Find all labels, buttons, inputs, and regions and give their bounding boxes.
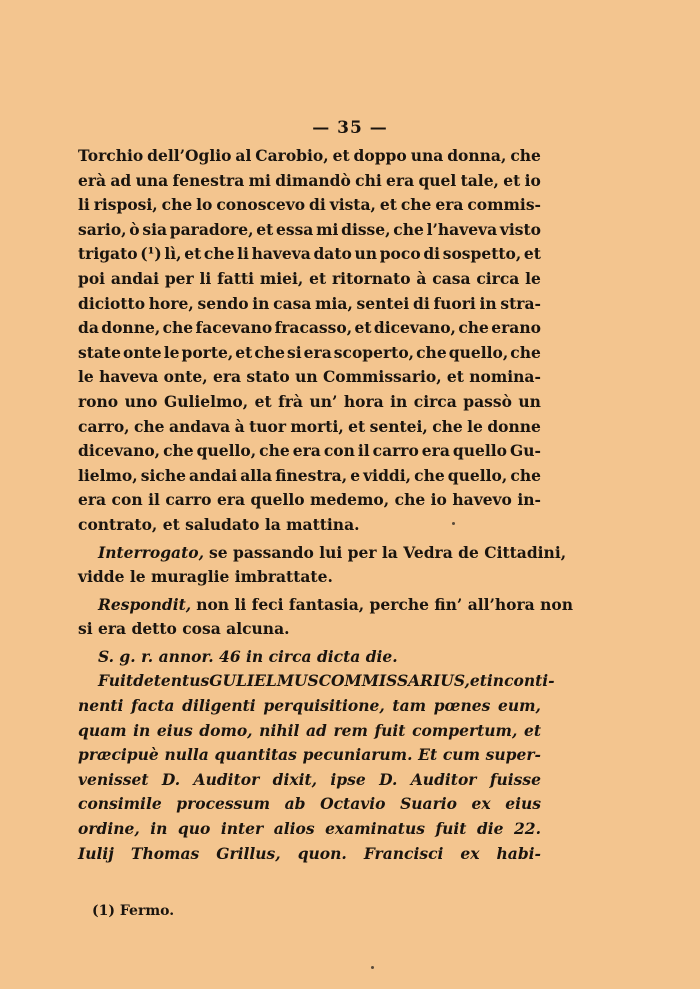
latin-line: venisset D. Auditor dixit, ipse D. Auditor fuisse	[78, 769, 541, 789]
interrogato-text-1: se passando lui per la Vedra de Cittadini,	[209, 542, 567, 562]
interrogato-text-2: vidde le muraglie imbrattate.	[78, 567, 333, 587]
latin-line: Fuit detentus GULIELMUS COMMISSARIUS, et inconti-	[98, 671, 555, 691]
paragraph-testimony	[78, 144, 541, 538]
respondit-label: Respondit,	[98, 594, 192, 614]
text-line: carro, che andava à tuor morti, et sentei, che le donne	[78, 416, 541, 436]
text-line: trigato (¹) lì, et che li haveva dato un poco di sospetto, et	[78, 244, 541, 264]
text-line: diciotto hore, sendo in casa mia, sentei di fuori in stra-	[78, 293, 541, 313]
page-number: — 35 —	[312, 118, 388, 138]
respondit-text-1: non li feci fantasia, perche fin’ all’hora non	[196, 594, 574, 614]
latin-line: consimile processum ab Octavio Suario ex eius	[78, 794, 541, 814]
text-line: li risposi, che lo conoscevo di vista, et che era commis-	[78, 195, 541, 215]
respondit-line-1	[78, 593, 574, 618]
latin-line: nenti facta diligenti perquisitione, tam pœnes eum,	[78, 696, 541, 716]
text-line: sario, ò sia paradore, et essa mi disse, che l’haveva visto	[78, 219, 541, 239]
paragraph-latin	[78, 669, 555, 866]
text-line: Torchio dell’Oglio al Carobio, et doppo una donna, che	[78, 146, 541, 165]
text-line: da donne, che facevano fracasso, et dicevano, che erano	[78, 318, 541, 338]
footnote: (1) Fermo.	[92, 903, 175, 919]
text-line: erà ad una fenestra mi dimandò chi era quel tale, et io	[78, 170, 541, 190]
text-line: lielmo, siche andai alla finestra, e viddi, che quello, che	[78, 465, 541, 485]
text-line: rono uno Gulielmo, et frà un’ hora in circa passò un	[78, 391, 541, 411]
interrogato-line-1	[78, 541, 567, 566]
latin-line: ordine, in quo inter alios examinatus fuit die 22.	[78, 819, 541, 839]
interrogato-label: Interrogato,	[98, 542, 204, 562]
speck-mark	[371, 966, 374, 969]
latin-line: præcipuè nulla quantitas pecuniarum. Et cum super-	[78, 745, 541, 765]
text-line: dicevano, che quello, che era con il carro era quello Gu-	[78, 441, 541, 461]
text-line: contrato, et saludato la mattina.	[78, 514, 360, 534]
text-line: le haveva onte, era stato un Commissario, et nomina-	[78, 367, 541, 387]
text-line: poi andai per li fatti miei, et ritornato à casa circa le	[78, 268, 541, 288]
sgr-text: S. g. r. annor. 46 in circa dicta die.	[98, 646, 398, 666]
latin-line: quam in eius domo, nihil ad rem fuit compertum, et	[78, 720, 541, 740]
speck-mark	[452, 522, 455, 525]
text-line: state onte le porte, et che si era scoperto, che quello, che	[78, 342, 541, 362]
interrogato-line-2	[78, 565, 541, 590]
respondit-line-2	[78, 617, 541, 642]
sgr-line	[78, 645, 541, 670]
body-text	[78, 144, 574, 866]
latin-line: Iulij Thomas Grillus, quon. Francisci ex habi-	[78, 843, 541, 863]
respondit-text-2: si era detto cosa alcuna.	[78, 619, 290, 639]
text-line: era con il carro era quello medemo, che io havevo in-	[78, 490, 541, 510]
